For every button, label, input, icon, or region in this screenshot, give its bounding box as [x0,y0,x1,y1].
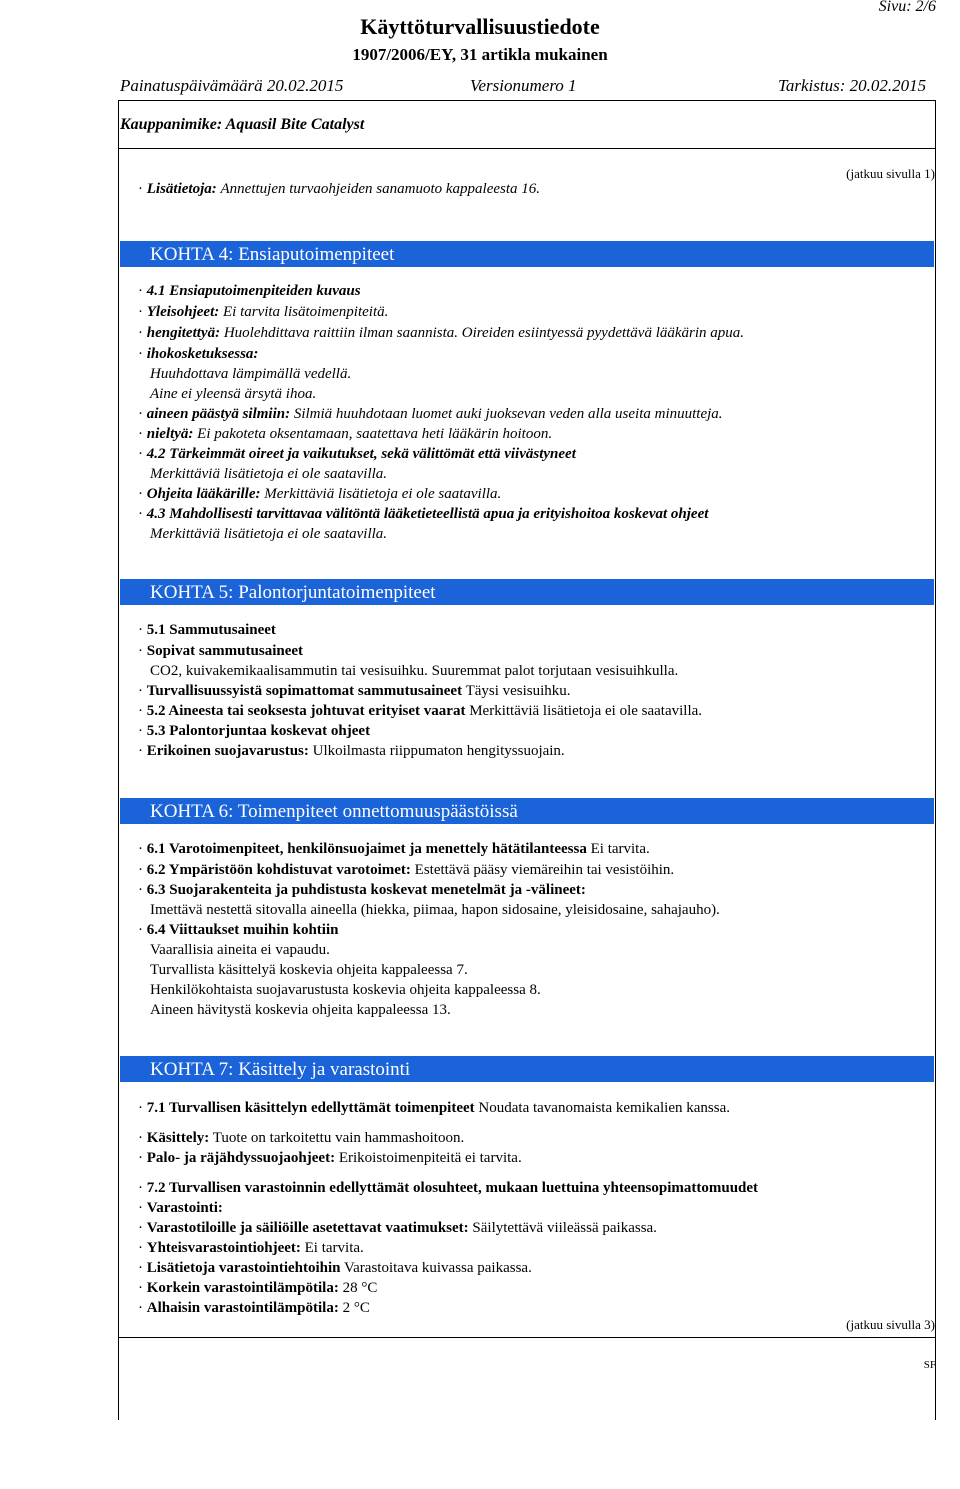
s5-suitable-text: CO2, kuivakemikaalisammutin tai vesisuihku. Suuremmat palot torjutaan vesisuihkulla. [150,663,679,679]
s6-1: · 6.1 Varotoimenpiteet, henkilönsuojaimet ja menettely hätätilanteessa Ei tarvita. [138,841,650,857]
footer-divider [118,1337,936,1338]
left-border [118,100,119,1420]
s4-skin-label: · ihokosketuksessa: [138,346,259,362]
s4-ingestion: · nieltyä: Ei pakoteta oksentamaan, saatettava heti lääkärin hoitoon. [138,426,553,442]
s5-ppe: · Erikoinen suojavarustus: Ulkoilmasta riippumaton hengityssuojain. [138,743,565,759]
page-number: Sivu: 2/6 [878,0,936,15]
s4-inhalation: · hengitettyä: Huolehdittava raittiin ilman saannista. Oireiden esiintyessä pyydettävä lääkärin apua. [138,325,745,341]
s7-joint-storage: · Yhteisvarastointiohjeet: Ei tarvita. [138,1240,364,1256]
trade-name-divider [118,148,936,149]
s6-3-text: Imettävä nestettä sitovalla aineella (hiekka, piimaa, hapon sidosaine, yleisidosaine, sahajauho). [150,902,720,918]
s7-1: · 7.1 Turvallisen käsittelyn edellyttämät toimenpiteet Noudata tavanomaista kemikalien kanssa. [138,1100,730,1116]
s7-handling: · Käsittely: Tuote on tarkoitettu vain hammashoitoon. [138,1130,465,1146]
s5-1-heading: · 5.1 Sammutusaineet [138,622,276,638]
s6-3-heading: · 6.3 Suojarakenteita ja puhdistusta koskevat menetelmät ja -välineet: [138,882,586,898]
s7-min-temp: · Alhaisin varastointilämpötila: 2 °C [138,1300,370,1316]
s4-doctor: · Ohjeita lääkärille: Merkittäviä lisätietoja ei ole saatavilla. [138,486,502,502]
s7-storage-label: · Varastointi: [138,1200,223,1216]
s4-1-heading: · 4.1 Ensiaputoimenpiteiden kuvaus [138,283,361,299]
s4-2-text: Merkittäviä lisätietoja ei ole saatavilla. [150,466,388,482]
s4-3-text: Merkittäviä lisätietoja ei ole saatavilla. [150,526,388,542]
continued-from: (jatkuu sivulla 1) [846,166,935,181]
s7-max-temp: · Korkein varastointilämpötila: 28 °C [138,1280,378,1296]
continued-to: (jatkuu sivulla 3) [846,1317,935,1332]
document-title: Käyttöturvallisuustiedote [360,14,600,39]
s4-eye: · aineen päästyä silmiin: Silmiä huuhdotaan luomet auki juoksevan veden alla useita minuutteja. [138,406,723,422]
language-code: SF [923,1359,936,1371]
s7-requirements: · Varastotiloille ja säiliöille asetettavat vaatimukset: Säilytettävä viileässä paikassa. [138,1220,657,1236]
s6-4-heading: · 6.4 Viittaukset muihin kohtiin [138,922,339,938]
s6-4-line-2: Turvallista käsittelyä koskevia ohjeita kappaleessa 7. [150,962,468,978]
s5-unsuitable: · Turvallisuussyistä sopimattomat sammutusaineet Täysi vesisuihku. [138,683,571,699]
revision-date: Tarkistus: 20.02.2015 [778,76,927,95]
s7-conditions: · Lisätietoja varastointiehtoihin Varastoitava kuivassa paikassa. [138,1260,532,1276]
print-date: Painatuspäivämäärä 20.02.2015 [120,76,344,95]
section-4-header: KOHTA 4: Ensiaputoimenpiteet [120,241,934,267]
s6-4-line-1: Vaarallisia aineita ei vapaudu. [150,942,330,958]
s4-general: · Yleisohjeet: Ei tarvita lisätoimenpiteitä. [138,304,389,320]
s6-2: · 6.2 Ympäristöön kohdistuvat varotoimet: Estettävä pääsy viemäreihin tai vesistöihin. [138,862,675,878]
s4-skin-1: Huuhdottava lämpimällä vedellä. [150,366,352,382]
s5-suitable-label: · Sopivat sammutusaineet [138,643,304,659]
section-6-header: KOHTA 6: Toimenpiteet onnettomuuspäästöissä [120,798,934,824]
s4-2-heading: · 4.2 Tärkeimmät oireet ja vaikutukset, sekä välittömät että viivästyneet [138,446,576,462]
header-divider [118,100,936,101]
top-note-label: Lisätietoja: [146,181,217,197]
s7-2-heading: · 7.2 Turvallisen varastoinnin edellyttämät olosuhteet, mukaan luettuina yhteensopimattomuudet [138,1180,759,1196]
section-7-header: KOHTA 7: Käsittely ja varastointi [120,1056,934,1082]
section-5-header: KOHTA 5: Palontorjuntatoimenpiteet [120,579,934,605]
version-number: Versionumero 1 [470,76,577,95]
s6-4-line-4: Aineen hävitystä koskevia ohjeita kappaleessa 13. [150,1002,451,1018]
right-border [935,100,936,1420]
s7-fire: · Palo- ja räjähdyssuojaohjeet: Erikoistoimenpiteitä ei tarvita. [138,1150,522,1166]
s6-4-line-3: Henkilökohtaista suojavarustusta koskevia ohjeita kappaleessa 8. [150,982,541,998]
s4-3-heading: · 4.3 Mahdollisesti tarvittavaa välitöntä lääketieteellistä apua ja erityishoitoa koskevat ohjeet [138,506,709,522]
top-note-text: Annettujen turvaohjeiden sanamuoto kappaleesta 16. [220,181,541,197]
s5-3-heading: · 5.3 Palontorjuntaa koskevat ohjeet [138,723,371,739]
s5-2: · 5.2 Aineesta tai seoksesta johtuvat erityiset vaarat Merkittäviä lisätietoja ei ole saatavilla. [138,703,703,719]
top-note: · Lisätietoja: Annettujen turvaohjeiden sanamuoto kappaleesta 16. [138,181,541,197]
regulation-reference: 1907/2006/EY, 31 artikla mukainen [352,45,608,64]
s4-skin-2: Aine ei yleensä ärsytä ihoa. [150,386,317,402]
trade-name: Kauppanimike: Aquasil Bite Catalyst [120,116,365,133]
